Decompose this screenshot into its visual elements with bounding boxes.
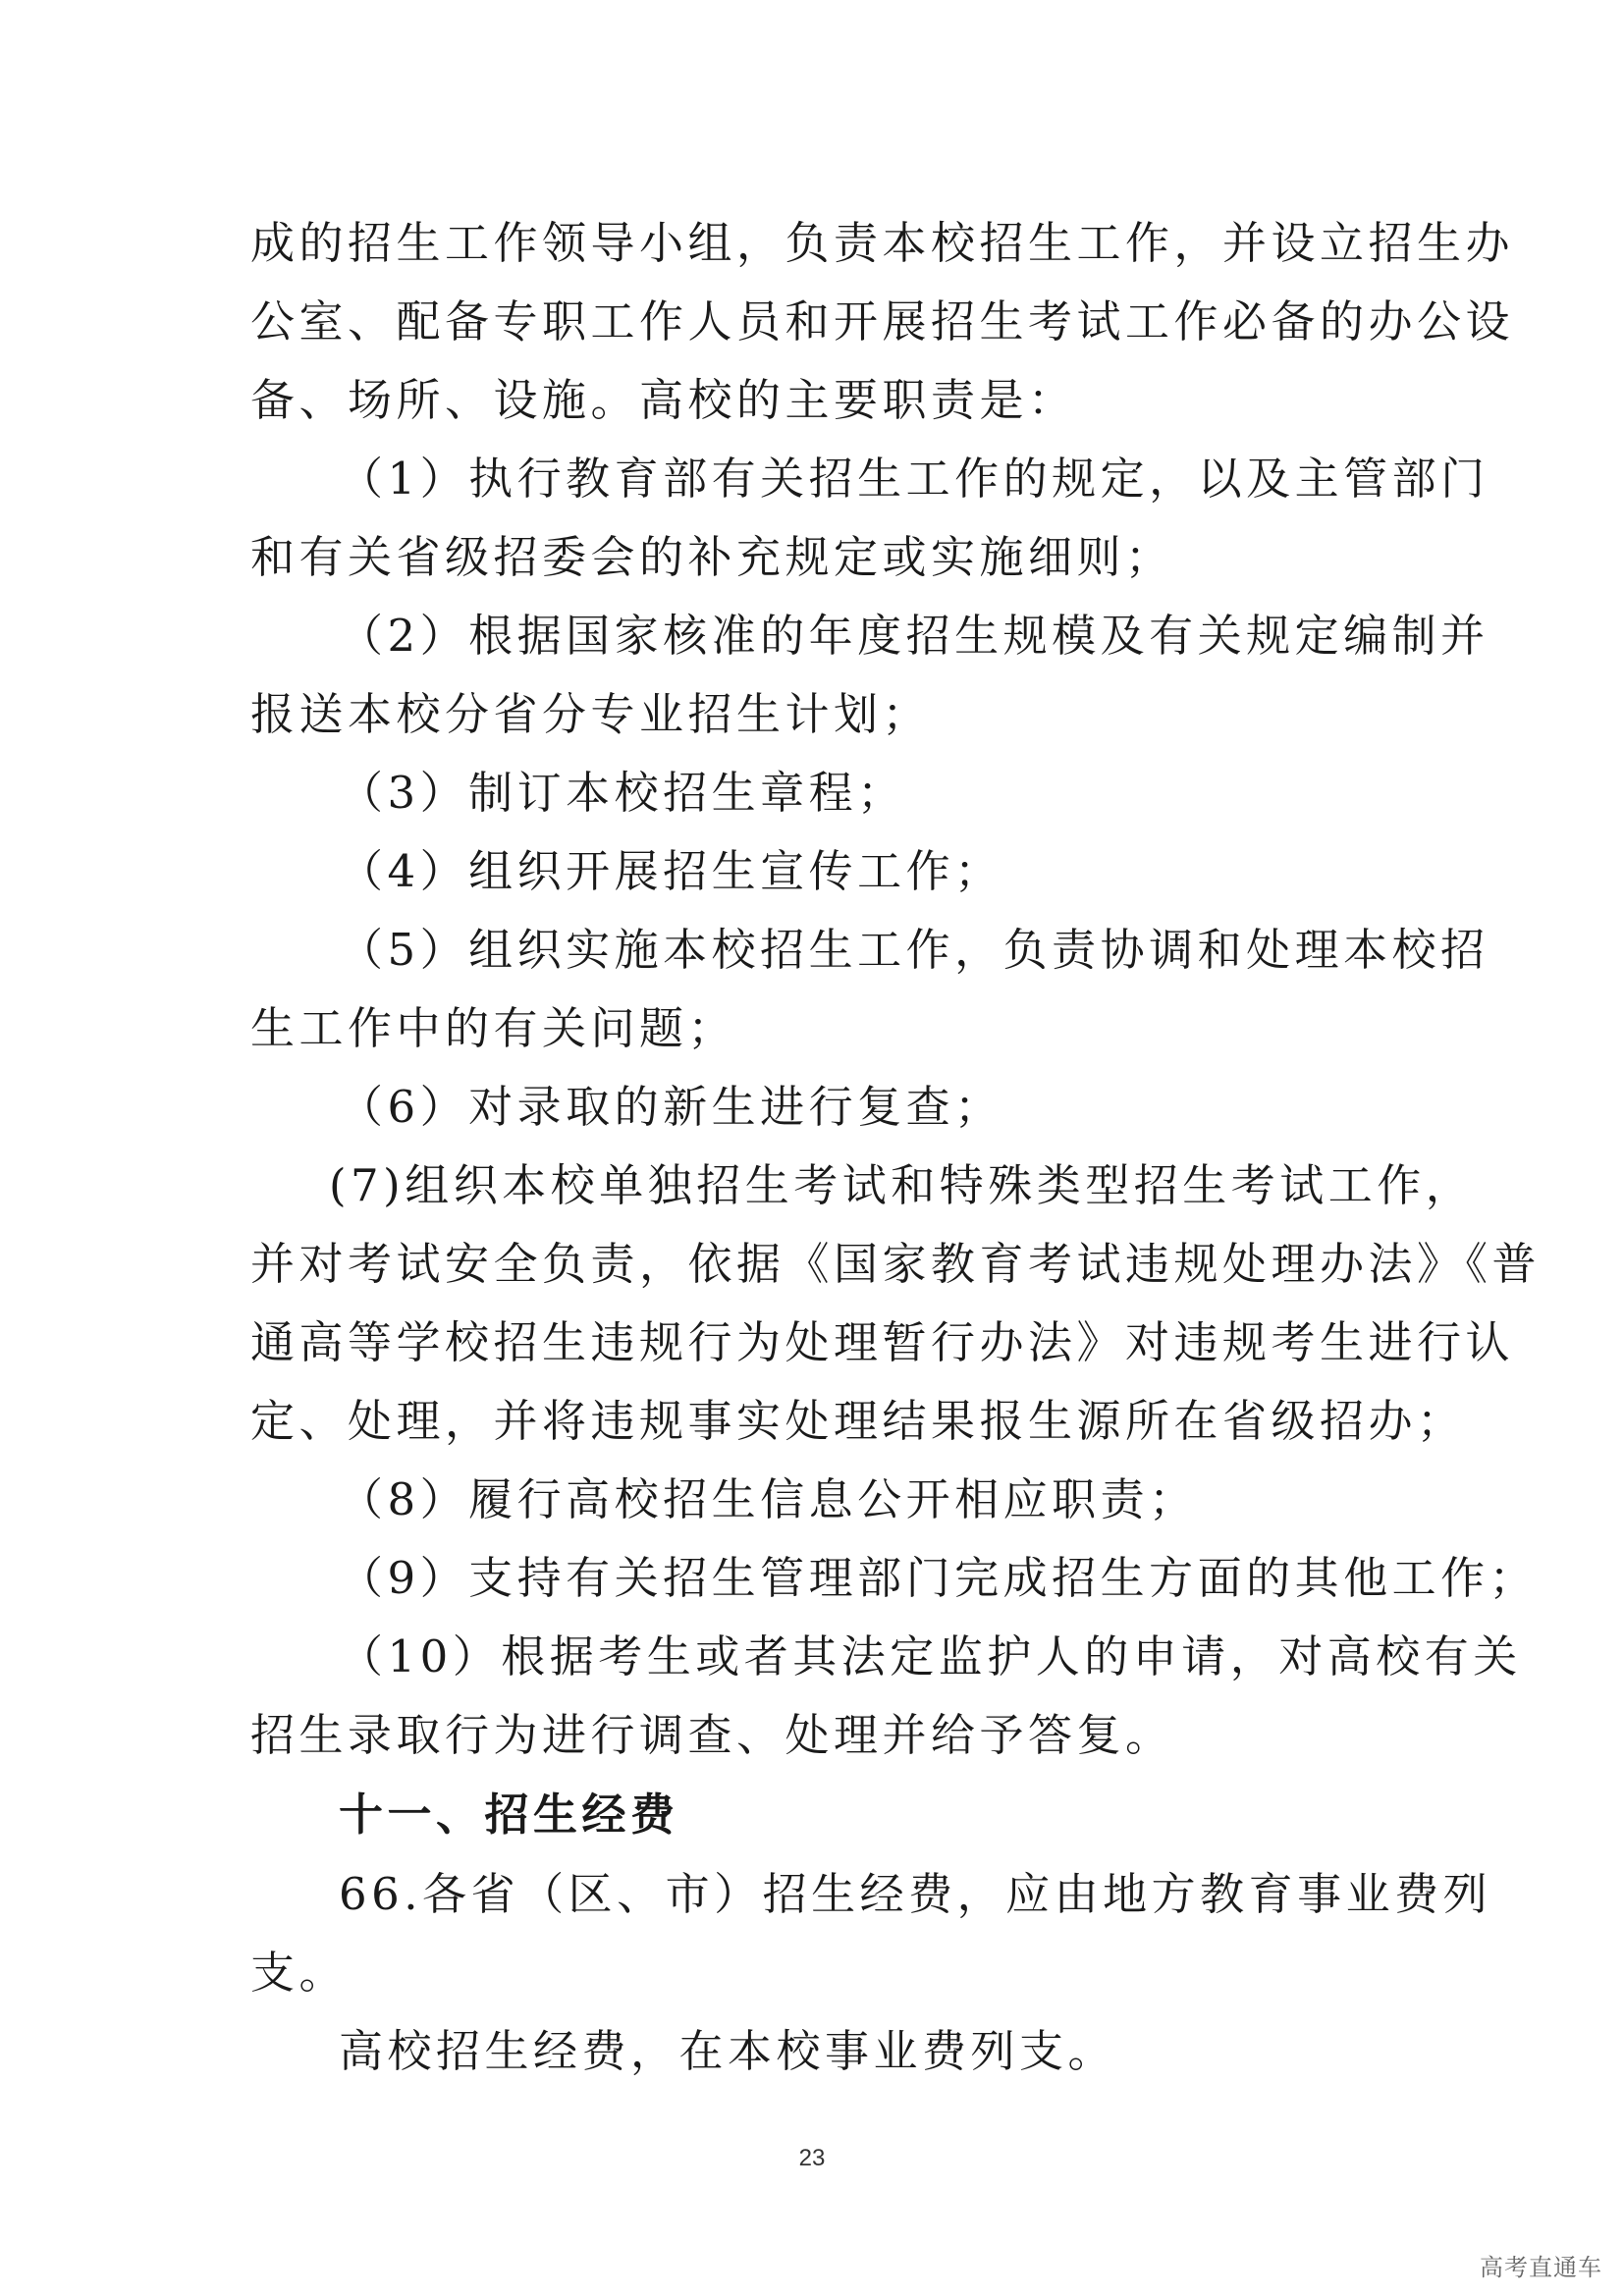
paragraph-line: 通高等学校招生违规行为处理暂行办法》对违规考生进行认 [250, 1316, 1515, 1368]
list-item-1: （1）执行教育部有关招生工作的规定，以及主管部门 [339, 453, 1489, 505]
paragraph-line: 招生录取行为进行调查、处理并给予答复。 [250, 1709, 1174, 1761]
article-66: 66.各省（区、市）招生经费，应由地方教育事业费列 [339, 1868, 1492, 1920]
paragraph-line: 生工作中的有关问题； [250, 1002, 737, 1054]
paragraph-line: 公室、配备专职工作人员和开展招生考试工作必备的办公设 [250, 295, 1515, 347]
document-body [250, 204, 1542, 2091]
list-item-3: （3）制订本校招生章程； [339, 767, 906, 819]
paragraph-line: 报送本校分省分专业招生计划； [250, 688, 932, 740]
paragraph-line: 定、处理，并将违规事实处理结果报生源所在省级招办； [250, 1395, 1466, 1447]
list-item-7: (7)组织本校单独招生考试和特殊类型招生考试工作， [329, 1159, 1475, 1211]
list-item-2: （2）根据国家核准的年度招生规模及有关规定编制并 [339, 610, 1489, 662]
paragraph-line: 和有关省级招委会的补充规定或实施细则； [250, 531, 1174, 583]
paragraph-line: 成的招生工作领导小组，负责本校招生工作，并设立招生办 [250, 217, 1515, 269]
list-item-8: （8）履行高校招生信息公开相应职责； [339, 1473, 1198, 1525]
list-item-4: （4）组织开展招生宣传工作； [339, 845, 1003, 897]
article-66-funding: 高校招生经费，在本校事业费列支。 [339, 2025, 1117, 2077]
paragraph-line: 备、场所、设施。高校的主要职责是： [250, 374, 1077, 426]
list-item-9: （9）支持有关招生管理部门完成招生方面的其他工作； [339, 1552, 1539, 1604]
list-item-6: （6）对录取的新生进行复查； [339, 1081, 1003, 1133]
paragraph-line: 并对考试安全负责，依据《国家教育考试违规处理办法》《普 [250, 1238, 1542, 1290]
list-item-5: （5）组织实施本校招生工作，负责协调和处理本校招 [339, 924, 1489, 976]
paragraph-line: 支。 [250, 1947, 349, 1999]
page-number: 23 [798, 2145, 826, 2171]
list-item-10: （10）根据考生或者其法定监护人的申请，对高校有关 [339, 1630, 1522, 1682]
section-heading: 十一、招生经费 [339, 1789, 679, 1841]
watermark-text: 高考直通车 [1480, 2254, 1602, 2281]
